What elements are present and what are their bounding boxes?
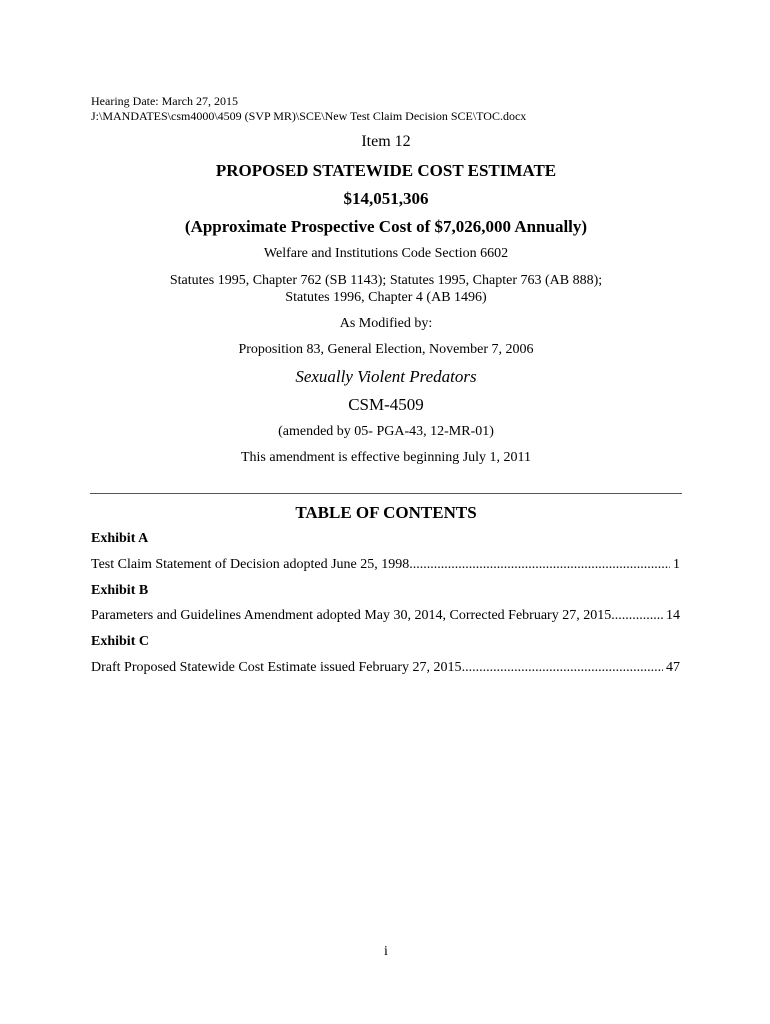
section-divider (90, 493, 682, 494)
approximate-cost: (Approximate Prospective Cost of $7,026,000 Annually) (184, 217, 588, 236)
amended-by: (amended by 05- PGA-43, 12-MR-01) (278, 424, 494, 439)
item-number: Item 12 (361, 133, 411, 150)
document-heading: PROPOSED STATEWIDE COST ESTIMATE (215, 161, 557, 180)
toc-entry-page: 14 (666, 608, 680, 623)
effective-date: This amendment is effective beginning July 1, 2011 (240, 450, 532, 465)
toc-entry-exhibit-c[interactable] (91, 660, 680, 676)
toc-leader-dots (409, 557, 670, 573)
program-name: Sexually Violent Predators (295, 367, 477, 386)
toc-entry-exhibit-b[interactable] (91, 608, 680, 624)
toc-leader-dots (611, 608, 663, 624)
page-number: i (384, 944, 388, 959)
hearing-date: Hearing Date: March 27, 2015 (91, 94, 238, 108)
statutes-line-2: Statutes 1996, Chapter 4 (AB 1496) (285, 290, 487, 305)
case-number: CSM-4509 (348, 395, 424, 414)
proposition: Proposition 83, General Election, November 7, 2006 (238, 342, 534, 357)
toc-entry-exhibit-a[interactable] (91, 557, 680, 573)
toc-entry-page: 47 (666, 660, 680, 675)
toc-entry-text: Parameters and Guidelines Amendment adopted May 30, 2014, Corrected February 27, 2015 (91, 608, 612, 623)
exhibit-c-label: Exhibit C (91, 634, 149, 649)
toc-entry-text: Draft Proposed Statewide Cost Estimate issued February 27, 2015 (91, 660, 462, 675)
toc-title: TABLE OF CONTENTS (295, 503, 477, 522)
file-path: J:\MANDATES\csm4000\4509 (SVP MR)\SCE\New Test Claim Decision SCE\TOC.docx (91, 109, 527, 123)
estimate-amount: $14,051,306 (343, 189, 429, 208)
modified-by: As Modified by: (339, 316, 433, 331)
toc-leader-dots (462, 660, 663, 676)
code-section: Welfare and Institutions Code Section 6602 (263, 246, 509, 261)
exhibit-a-label: Exhibit A (91, 531, 149, 546)
toc-entry-text: Test Claim Statement of Decision adopted June 25, 1998 (91, 557, 410, 572)
statutes-line-1: Statutes 1995, Chapter 762 (SB 1143); Statutes 1995, Chapter 763 (AB 888); (169, 273, 603, 288)
toc-entry-page: 1 (673, 557, 680, 572)
exhibit-b-label: Exhibit B (91, 583, 149, 598)
